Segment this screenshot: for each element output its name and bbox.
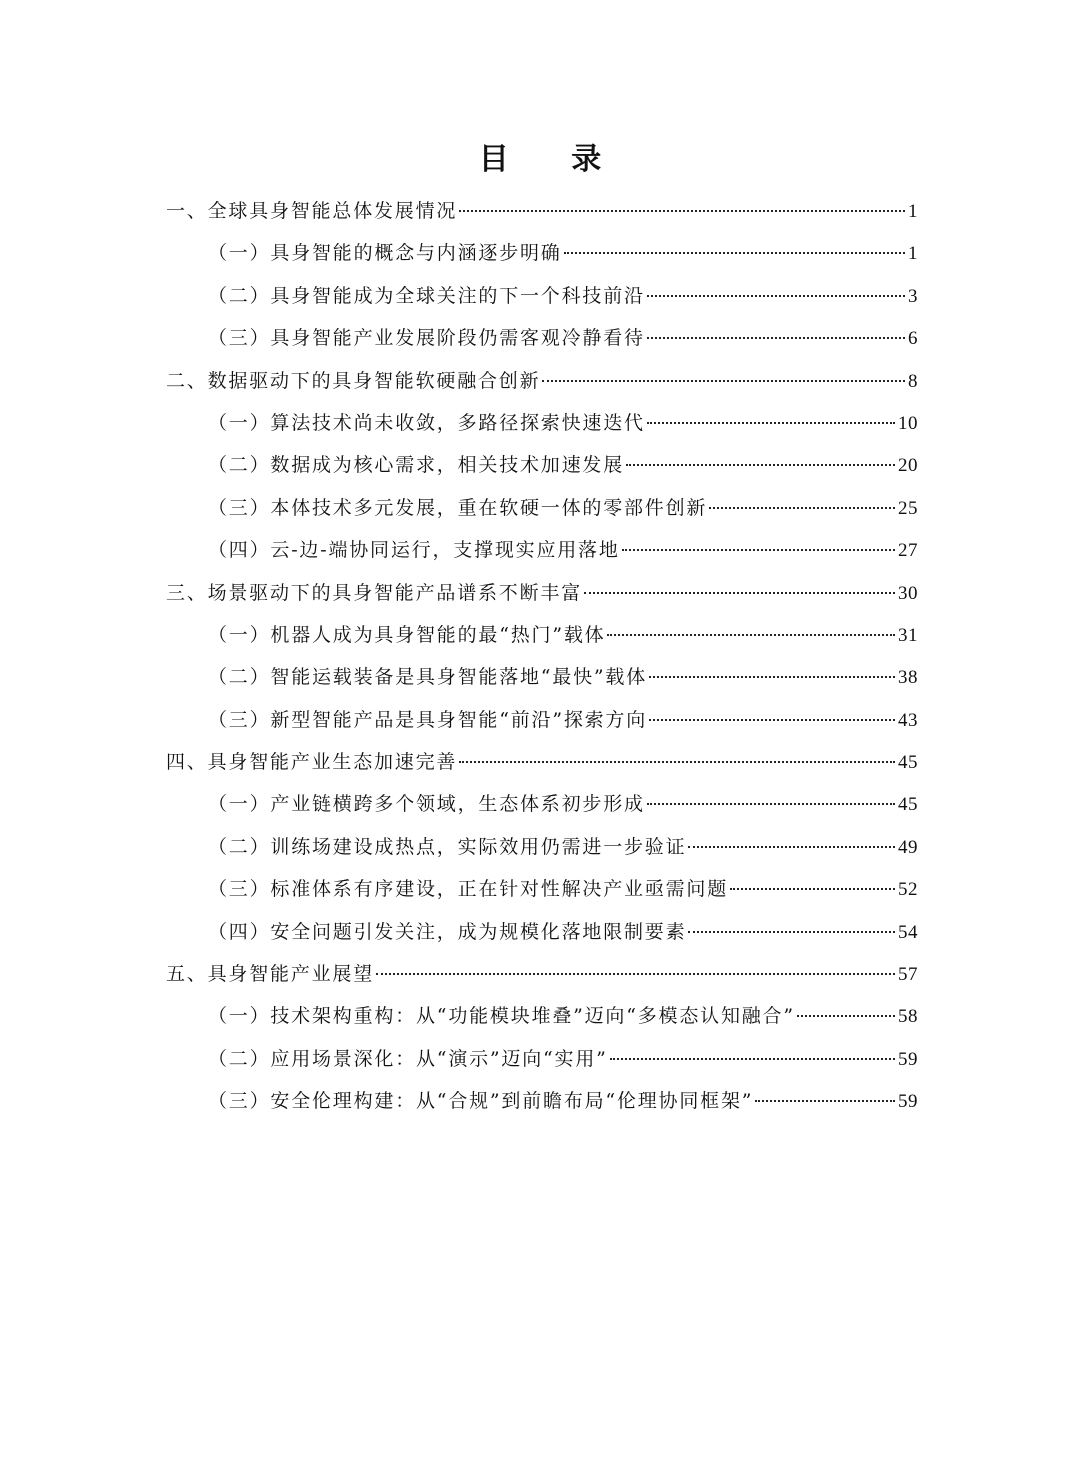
toc-page-number: 8 bbox=[908, 370, 918, 392]
toc-entry-label: （一）具身智能的概念与内涵逐步明确 bbox=[208, 242, 562, 265]
toc-page-number: 49 bbox=[898, 836, 918, 858]
dot-leader bbox=[797, 1015, 895, 1017]
dot-leader bbox=[649, 719, 895, 721]
toc-page-number: 25 bbox=[898, 497, 918, 519]
dot-leader bbox=[730, 888, 895, 890]
dot-leader bbox=[688, 931, 895, 933]
dot-leader bbox=[688, 846, 895, 848]
toc-page-number: 59 bbox=[898, 1048, 918, 1070]
toc-section-entry[interactable] bbox=[166, 995, 918, 1037]
toc-section-entry[interactable] bbox=[166, 317, 918, 359]
toc-section-entry[interactable] bbox=[166, 275, 918, 317]
dot-leader bbox=[610, 1058, 895, 1060]
dot-leader bbox=[649, 676, 895, 678]
toc-entry-label: 三、场景驱动下的具身智能产品谱系不断丰富 bbox=[166, 581, 583, 604]
toc-section-entry[interactable] bbox=[166, 1080, 918, 1122]
toc-entry-label: （二）训练场建设成热点，实际效用仍需进一步验证 bbox=[208, 835, 687, 858]
toc-page-number: 6 bbox=[908, 328, 918, 350]
toc-section-entry[interactable] bbox=[166, 232, 918, 274]
toc-section-entry[interactable] bbox=[166, 826, 918, 868]
toc-section-entry[interactable] bbox=[166, 783, 918, 825]
toc-page-number: 31 bbox=[898, 624, 918, 646]
dot-leader bbox=[459, 761, 895, 763]
toc-entry-label: （四）云-边-端协同运行，支撑现实应用落地 bbox=[208, 539, 620, 562]
toc-entry-label: （三）标准体系有序建设，正在针对性解决产业亟需问题 bbox=[208, 878, 729, 901]
toc-page-number: 3 bbox=[908, 285, 918, 307]
toc-page-number: 1 bbox=[908, 243, 918, 265]
toc-section-entry[interactable] bbox=[166, 487, 918, 529]
toc-page-number: 52 bbox=[898, 879, 918, 901]
dot-leader bbox=[622, 549, 895, 551]
dot-leader bbox=[542, 380, 905, 382]
toc-page-number: 57 bbox=[898, 964, 918, 986]
dot-leader bbox=[459, 210, 905, 212]
dot-leader bbox=[626, 464, 895, 466]
toc-section-entry[interactable] bbox=[166, 911, 918, 953]
dot-leader bbox=[564, 252, 905, 254]
dot-leader bbox=[584, 592, 895, 594]
toc-entry-label: （二）智能运载装备是具身智能落地“最快”载体 bbox=[208, 666, 648, 689]
toc-entry-label: （三）本体技术多元发展，重在软硬一体的零部件创新 bbox=[208, 496, 708, 519]
toc-entry-label: （一）技术架构重构：从“功能模块堆叠”迈向“多模态认知融合” bbox=[208, 1005, 795, 1028]
toc-entry-label: （一）产业链横跨多个领域，生态体系初步形成 bbox=[208, 793, 645, 816]
toc-page-number: 43 bbox=[898, 709, 918, 731]
toc-entry-label: （三）安全伦理构建：从“合规”到前瞻布局“伦理协同框架” bbox=[208, 1090, 754, 1113]
toc-entry-label: （四）安全问题引发关注，成为规模化落地限制要素 bbox=[208, 920, 687, 943]
toc-entry-label: （三）新型智能产品是具身智能“前沿”探索方向 bbox=[208, 708, 648, 731]
toc-chapter-entry[interactable] bbox=[166, 360, 918, 402]
toc-chapter-entry[interactable] bbox=[166, 741, 918, 783]
toc-list bbox=[166, 190, 918, 1123]
toc-page-number: 10 bbox=[898, 412, 918, 434]
dot-leader bbox=[755, 1100, 895, 1102]
dot-leader bbox=[647, 295, 905, 297]
toc-entry-label: （一）算法技术尚未收敛，多路径探索快速迭代 bbox=[208, 411, 645, 434]
toc-entry-label: （二）具身智能成为全球关注的下一个科技前沿 bbox=[208, 284, 645, 307]
toc-page-number: 27 bbox=[898, 540, 918, 562]
dot-leader bbox=[376, 973, 895, 975]
toc-page-number: 45 bbox=[898, 794, 918, 816]
toc-section-entry[interactable] bbox=[166, 656, 918, 698]
toc-page-number: 54 bbox=[898, 921, 918, 943]
dot-leader bbox=[607, 634, 895, 636]
toc-section-entry[interactable] bbox=[166, 1038, 918, 1080]
toc-chapter-entry[interactable] bbox=[166, 190, 918, 232]
toc-section-entry[interactable] bbox=[166, 402, 918, 444]
toc-section-entry[interactable] bbox=[166, 614, 918, 656]
dot-leader bbox=[647, 422, 895, 424]
toc-entry-label: （二）数据成为核心需求，相关技术加速发展 bbox=[208, 454, 625, 477]
toc-title: 目 录 bbox=[478, 142, 628, 177]
toc-entry-label: 一、全球具身智能总体发展情况 bbox=[166, 200, 458, 222]
toc-section-entry[interactable] bbox=[166, 529, 918, 571]
dot-leader bbox=[647, 803, 895, 805]
toc-chapter-entry[interactable] bbox=[166, 953, 918, 995]
dot-leader bbox=[647, 337, 905, 339]
toc-entry-label: 二、数据驱动下的具身智能软硬融合创新 bbox=[166, 369, 541, 392]
toc-page-number: 45 bbox=[898, 752, 918, 774]
toc-entry-label: 四、具身智能产业生态加速完善 bbox=[166, 751, 458, 774]
toc-page-number: 1 bbox=[908, 201, 918, 222]
toc-page-number: 58 bbox=[898, 1006, 918, 1028]
toc-entry-label: （一）机器人成为具身智能的最“热门”载体 bbox=[208, 623, 606, 646]
toc-page-number: 30 bbox=[898, 582, 918, 604]
toc-entry-label: （二）应用场景深化：从“演示”迈向“实用” bbox=[208, 1047, 608, 1070]
toc-page-number: 59 bbox=[898, 1091, 918, 1113]
toc-page-number: 38 bbox=[898, 667, 918, 689]
toc-section-entry[interactable] bbox=[166, 699, 918, 741]
toc-entry-label: （三）具身智能产业发展阶段仍需客观冷静看待 bbox=[208, 327, 645, 350]
toc-chapter-entry[interactable] bbox=[166, 572, 918, 614]
dot-leader bbox=[709, 507, 895, 509]
toc-page-number: 20 bbox=[898, 455, 918, 477]
toc-entry-label: 五、具身智能产业展望 bbox=[166, 963, 375, 986]
toc-section-entry[interactable] bbox=[166, 444, 918, 486]
toc-section-entry[interactable] bbox=[166, 868, 918, 910]
